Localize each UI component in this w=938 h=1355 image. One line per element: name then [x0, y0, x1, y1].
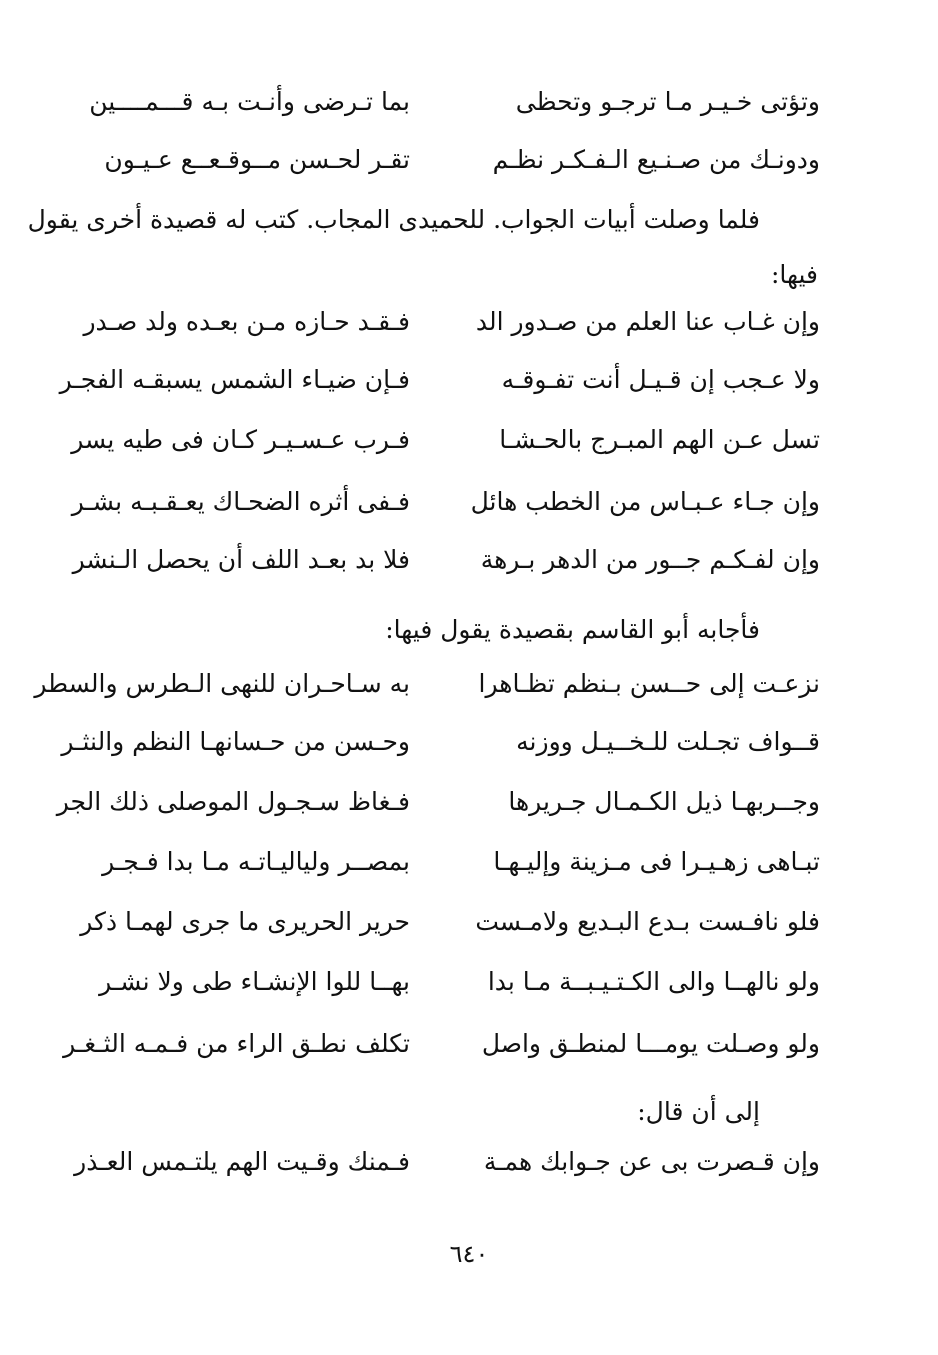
verse [70, 842, 830, 882]
verse-first-hemistich: نزعـت إلى حــسن بـنظم تظـاهرا [478, 669, 820, 698]
verse-second-hemistich: تقـر لحـسن مــوقـعــع عـيـون [104, 145, 410, 174]
verse [59, 360, 830, 400]
verse-second-hemistich: فـمنك وقـيت الهم يلتـمس العـذر [74, 1147, 410, 1176]
verse-first-hemistich: ولو نالهــا والى الكـتـيـبــة مـا بدا [487, 967, 820, 996]
verse [70, 1142, 830, 1182]
verse [70, 540, 830, 580]
verse-second-hemistich: بما تـرضى وأنـت بـه قـــمــــين [89, 87, 410, 116]
verse-first-hemistich: تسل عـن الهم المبـرج بالحـشـا [499, 425, 820, 454]
verse-second-hemistich: فلا بد بعـد اللف أن يحصل الـنشر [72, 545, 410, 574]
verse-second-hemistich: تكلف نطـق الراء من فـمـه الثـغـر [63, 1029, 410, 1058]
verse-first-hemistich: تبـاهى زهـيـرا فى مـزينة وإليـهـا [493, 847, 820, 876]
verse-second-hemistich: به سـاحـران للنهى الـطرس والسطر [34, 669, 410, 698]
verse [34, 664, 830, 704]
verse-first-hemistich: وإن قـصرت بى عن جـوابك همـة [483, 1147, 820, 1176]
verse-second-hemistich: بهــا للوا الإنشـاء طى ولا نشـر [99, 967, 410, 996]
verse-second-hemistich: فـفى أثره الضحـاك يعـقـبـه بشـر [71, 487, 410, 516]
verse-first-hemistich: ولو وصـلت يومـــا لمنطـق واصل [481, 1029, 820, 1058]
verse [61, 722, 830, 762]
verse-first-hemistich: فلو نافـست بـدع البـديع ولامـست [475, 907, 820, 936]
verse-first-hemistich: وإن غـاب عنا العلم من صـدور الد [475, 307, 820, 336]
verse-second-hemistich: فـغاظ سـجـول الموصلى ذلك الجر [56, 787, 410, 816]
verse-second-hemistich: وحـسن من حـسانهـا النظم والنثـر [61, 727, 410, 756]
verse-first-hemistich: وتؤتى خـيـر مـا ترجـو وتحظى [515, 87, 820, 116]
prose-line: فأجابه أبو القاسم بقصيدة يقول فيها: [385, 615, 760, 644]
verse-second-hemistich: فـقـد حـازه مـن بعـده ولد صـدر [83, 307, 410, 336]
verse [63, 1024, 830, 1064]
verse [70, 302, 830, 342]
verse [70, 420, 830, 460]
prose-line: فيها: [770, 260, 818, 289]
prose-line: فلما وصلت أبيات الجواب. للحميدى المجاب. كتب له قصيدة أخرى يقول [27, 205, 760, 234]
verse-second-hemistich: فـإن ضيـاء الشمس يسبقـه الفجـر [59, 365, 410, 394]
verse-first-hemistich: قــواف تجـلت للـخــيـل ووزنه [516, 727, 820, 756]
page-number: ٦٤٠ [449, 1240, 489, 1268]
verse [70, 962, 830, 1002]
verse [70, 140, 830, 180]
verse-first-hemistich: وإن لفـكـم جــور من الدهر بـرهة [480, 545, 820, 574]
verse-first-hemistich: ودونـك من صـنـيع الـفـكـر نظـم [492, 145, 820, 174]
verse-first-hemistich: وجــربهـا ذيل الكـمـال جـريرها [508, 787, 820, 816]
verse-second-hemistich: بمصــر ولياليـاتـه مـا بدا فـجـر [102, 847, 410, 876]
verse-first-hemistich: ولا عـجب إن قـيـل أنت تفـوقـه [501, 365, 820, 394]
verse [70, 482, 830, 522]
verse [70, 902, 830, 942]
verse-second-hemistich: حرير الحريرى ما جرى لهمـا ذكر [80, 907, 410, 936]
verse-second-hemistich: فـرب عـسـيـر كـان فى طيه يسر [71, 425, 410, 454]
prose-line: إلى أن قال: [637, 1097, 760, 1126]
verse [56, 782, 830, 822]
verse-first-hemistich: وإن جـاء عـبـاس من الخطب هائل [470, 487, 820, 516]
verse [70, 82, 830, 122]
